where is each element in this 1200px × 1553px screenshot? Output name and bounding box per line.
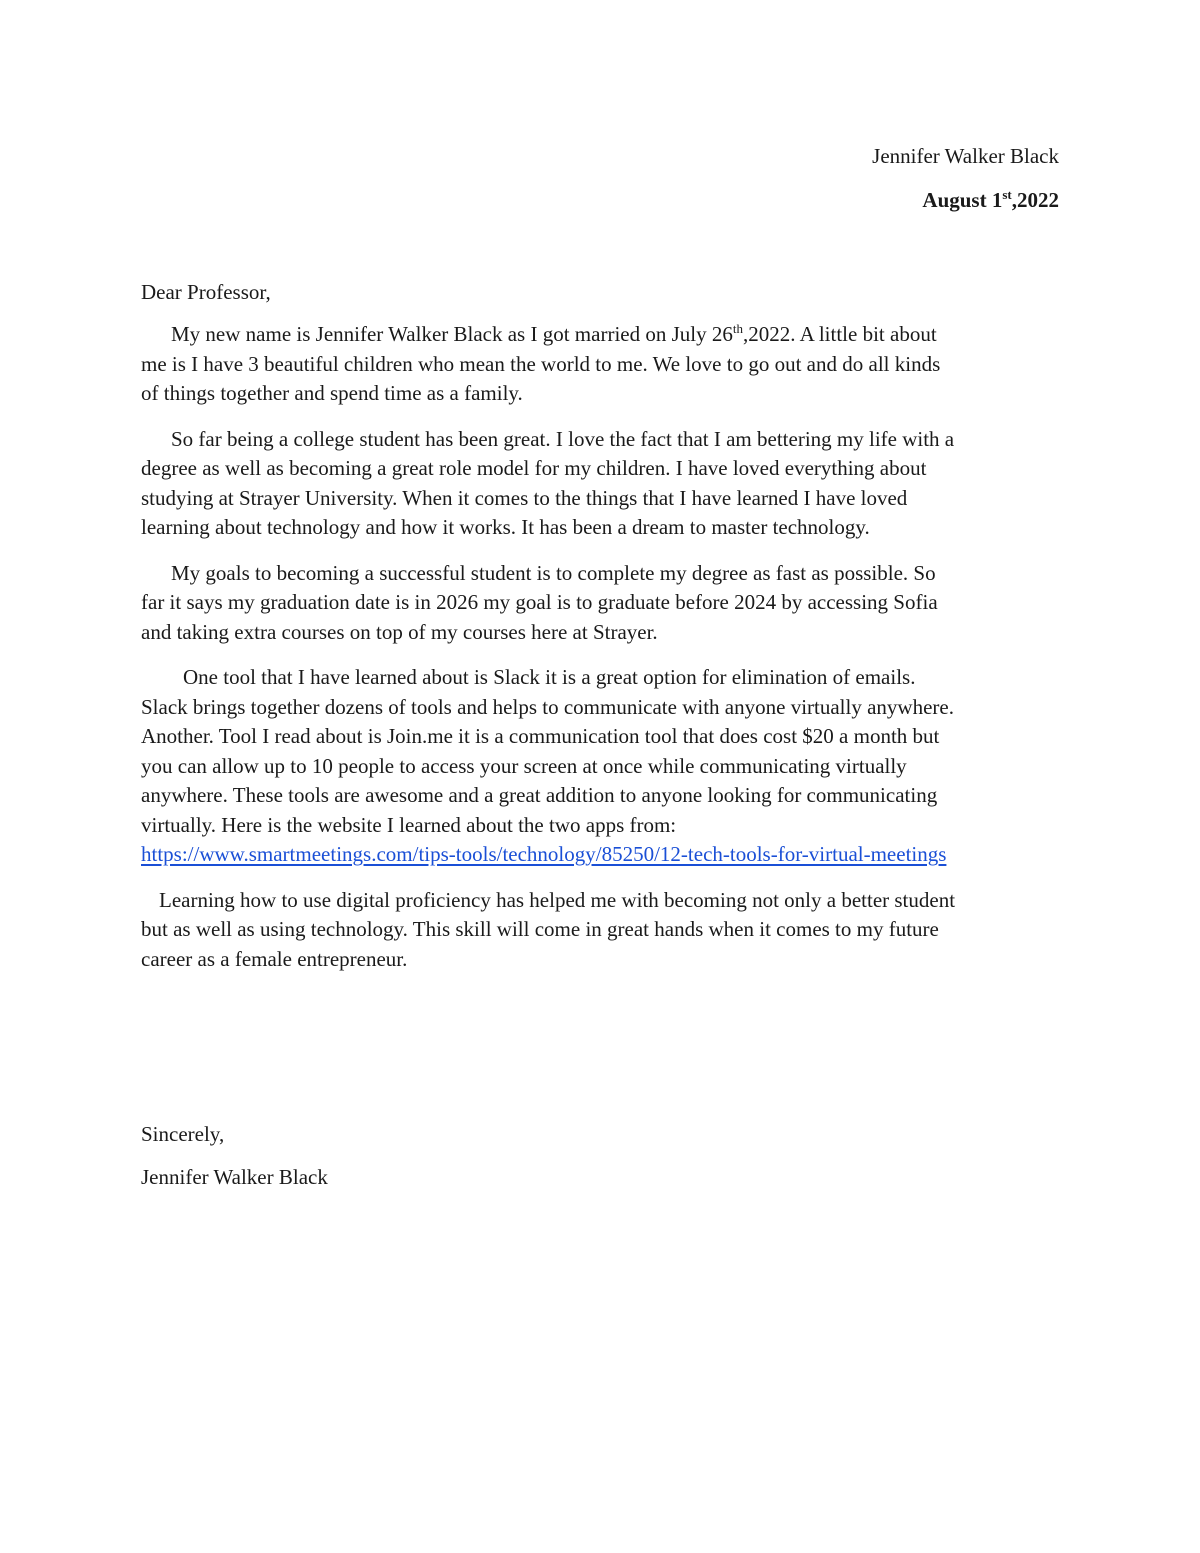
paragraph-line: me is I have 3 beautiful children who mean the world to me. We love to go out and do all kinds bbox=[141, 351, 941, 376]
date-month-day: August 1 bbox=[922, 188, 1003, 212]
paragraph-line: Learning how to use digital proficiency has helped me with becoming not only a better student bbox=[159, 887, 956, 912]
wedding-date-ordinal: th bbox=[732, 321, 743, 336]
date-ordinal: st bbox=[1002, 187, 1012, 202]
paragraph-line: Slack brings together dozens of tools and helps to communicate with anyone virtually anywhere. bbox=[141, 694, 954, 719]
paragraph-line: Another. Tool I read about is Join.me it is a communication tool that does cost $20 a month but bbox=[141, 724, 940, 748]
letter-body bbox=[141, 320, 1059, 990]
paragraph-line: virtually. Here is the website I learned about the two apps from: bbox=[141, 812, 677, 837]
paragraph-line: career as a female entrepreneur. bbox=[141, 946, 408, 971]
paragraph-line: anywhere. These tools are awesome and a great addition to anyone looking for communicating bbox=[141, 783, 938, 807]
closing: Sincerely, bbox=[141, 1122, 225, 1146]
paragraph-line: but as well as using technology. This skill will come in great hands when it comes to my future bbox=[141, 917, 939, 941]
paragraph-line: learning about technology and how it works. It has been a dream to master technology. bbox=[141, 515, 870, 539]
paragraph-line: and taking extra courses on top of my courses here at Strayer. bbox=[141, 619, 658, 644]
letter-date bbox=[922, 187, 1059, 213]
paragraph-text: My new name is Jennifer Walker Black as I got married on July 26 bbox=[171, 322, 733, 346]
paragraph-line: of things together and spend time as a family. bbox=[141, 381, 523, 405]
smartmeetings-link[interactable]: https://www.smartmeetings.com/tips-tools/technology/85250/12-tech-tools-for-virtual-meetings bbox=[141, 842, 947, 866]
date-year: ,2022 bbox=[1011, 188, 1059, 212]
paragraph-2 bbox=[141, 425, 1059, 543]
paragraph-line bbox=[141, 320, 1059, 350]
paragraph-line: studying at Strayer University. When it comes to the things that I have learned I have loved bbox=[141, 485, 908, 510]
paragraph-line: So far being a college student has been great. I love the fact that I am bettering my life with a bbox=[171, 426, 955, 451]
signature: Jennifer Walker Black bbox=[141, 1165, 328, 1189]
paragraph-line: One tool that I have learned about is Slack it is a great option for elimination of emails. bbox=[183, 665, 916, 689]
author-name: Jennifer Walker Black bbox=[872, 144, 1059, 168]
paragraph-5 bbox=[141, 886, 1059, 975]
paragraph-line: degree as well as becoming a great role model for my children. I have loved everything about bbox=[141, 456, 927, 480]
salutation: Dear Professor, bbox=[141, 280, 271, 304]
paragraph-1 bbox=[141, 320, 1059, 409]
paragraph-text: ,2022. A little bit about bbox=[743, 322, 937, 346]
paragraph-line: you can allow up to 10 people to access your screen at once while communicating virtually bbox=[141, 753, 907, 778]
paragraph-line: far it says my graduation date is in 2026 my goal is to graduate before 2024 by accessing Sofia bbox=[141, 590, 938, 614]
paragraph-3 bbox=[141, 559, 1059, 648]
paragraph-line: My goals to becoming a successful student is to complete my degree as fast as possible. So bbox=[171, 560, 936, 585]
paragraph-4 bbox=[141, 663, 1059, 870]
